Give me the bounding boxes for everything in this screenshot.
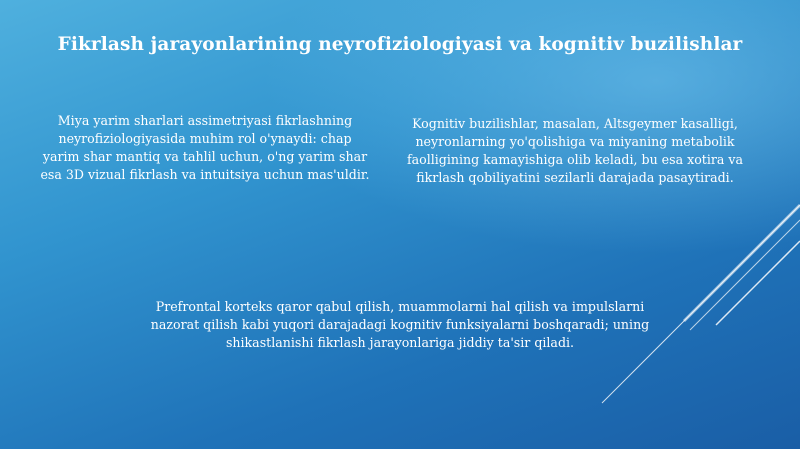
deco-line-short — [716, 241, 800, 325]
paragraph-hemisphere-asymmetry: Miya yarim sharlari assimetriyasi fikrlashning neyrofiziologiyasida muhim rol o'ynaydi: chap yarim shar mantiq va tahlil uchun, o'ng yarim shar esa 3D vizual fikrlash va intuitsiya uchun mas'uldir. — [40, 113, 370, 182]
slide-title: Fikrlash jarayonlarining neyrofiziologiyasi va kognitiv buzilishlar — [57, 34, 743, 55]
paragraph-prefrontal-cortex: Prefrontal korteks qaror qabul qilish, muammolarni hal qilish va impulslarni nazorat qilish kabi yuqori darajadagi kognitiv funksiyalarni boshqaradi; uning shikastlanishi fikrlash jarayonlariga jiddiy ta'sir qiladi. — [150, 299, 650, 350]
deco-line-mid — [690, 220, 800, 330]
deco-line-thick — [684, 205, 800, 321]
paragraph-cognitive-disorders: Kognitiv buzilishlar, masalan, Altsgeymer kasalligi, neyronlarning yo'qolishiga va miyaning metabolik faolligining kamayishiga olib keladi, bu esa xotira va fikrlash qobiliyatini sezilarli darajada pasaytiradi. — [406, 116, 744, 185]
